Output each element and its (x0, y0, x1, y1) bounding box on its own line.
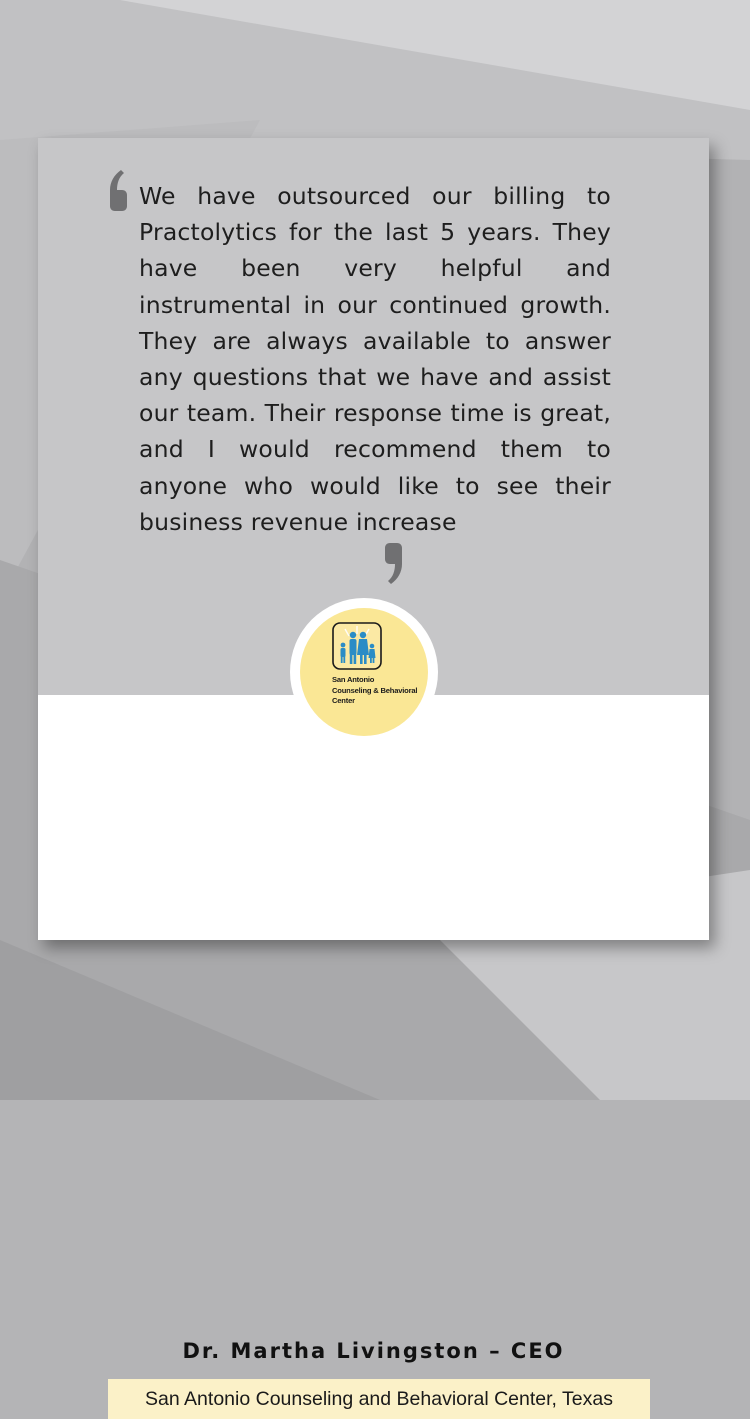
company-logo-disc (300, 608, 428, 736)
testimonial-quote-text: We have outsourced our billing to Practolytics for the last 5 years. They have been very helpful and instrumental in our continued growth. They are always available to answer any questions that we have and assist our team. Their response time is great, and I would recommend them to anyone who would like to see their business revenue increase (139, 182, 611, 536)
quote-open-icon (106, 168, 128, 212)
company-logo-text (332, 675, 432, 707)
organization-highlight (108, 1379, 650, 1419)
logo-text-line-1: San Antonio (332, 675, 375, 684)
company-logo (290, 598, 438, 746)
logo-text-line-2: Counseling & Behavioral (332, 685, 418, 695)
testimonial-card (38, 138, 709, 1410)
author-name: Dr. Martha Livingston – CEO (182, 1339, 565, 1363)
family-emblem-icon (332, 622, 382, 670)
logo-text-line-3: Center (332, 696, 355, 705)
quote-close-icon (384, 542, 406, 586)
organization-name: San Antonio Counseling and Behavioral Center, Texas (145, 1388, 613, 1410)
